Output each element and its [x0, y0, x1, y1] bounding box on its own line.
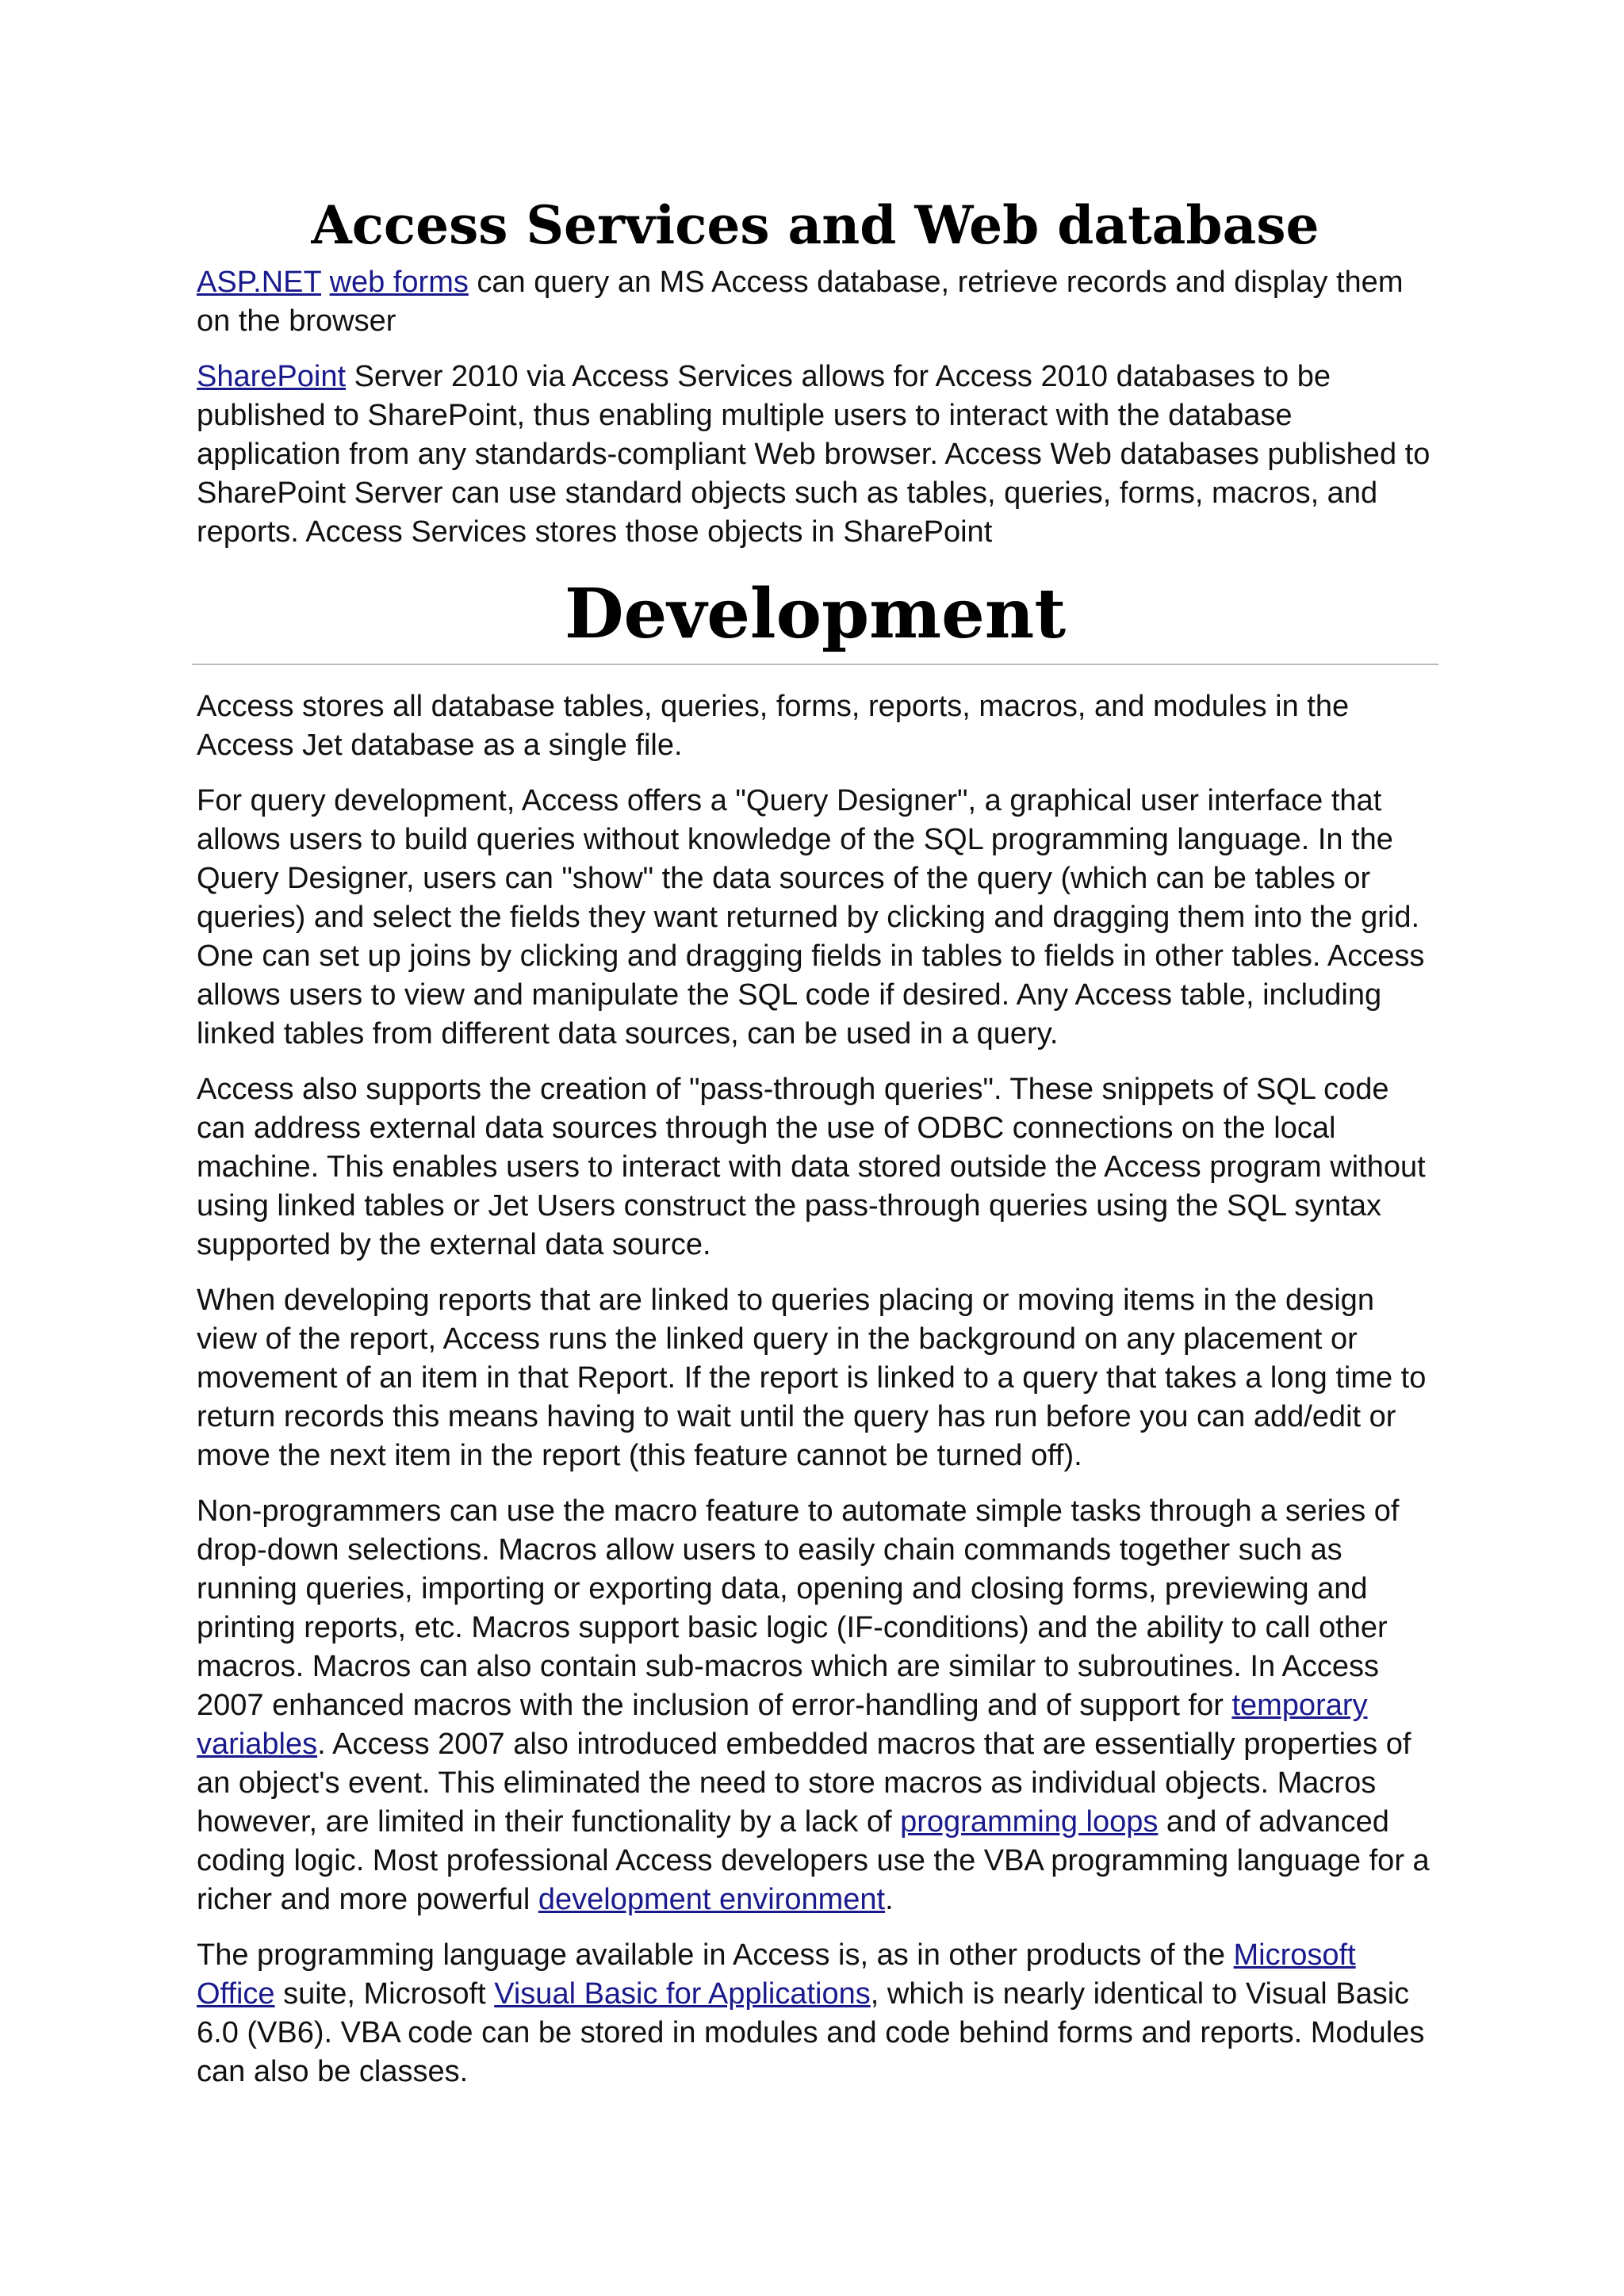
dev-paragraph-5: [197, 1492, 1434, 1919]
programming-loops-link[interactable]: programming loops: [900, 1805, 1159, 1839]
intro-p2-text: Server 2010 via Access Services allows for Access 2010 databases to be published to SharePoint, thus enabling multiple users to interact with the database application from any standards-compliant Web browser. Access Web databases published to SharePoint Server can use standard objects such as tables, queries, forms, macros, and reports. Access Services stores those objects in SharePoint: [197, 360, 1431, 549]
temporary-variables-link[interactable]: temporary variables: [197, 1689, 1368, 1761]
vba-link[interactable]: Visual Basic for Applications: [494, 1977, 871, 2011]
dev-p6-text3: , which is nearly identical to Visual Basic 6.0 (VB6). VBA code can be stored in modules and code behind forms and reports. Modules can also be classes.: [197, 1977, 1425, 2088]
dev-paragraph-6: [197, 1936, 1434, 2091]
dev-p5-text2: . Access 2007 also introduced embedded macros that are essentially properties of an object's event. This eliminated the need to store macros as individual objects. Macros however, are limited in their functionality by a lack of: [197, 1728, 1411, 1839]
dev-paragraph-4: When developing reports that are linked to queries placing or moving items in the design view of the report, Access runs the linked query in the background on any placement or movement of an item in that Report. If the report is linked to a query that takes a long time to return records this means having to wait until the query has run before you can add/edit or move the next item in the report (this feature cannot be turned off).: [197, 1284, 1427, 1472]
web-forms-link[interactable]: web forms: [329, 266, 469, 299]
dev-p6-text1: The programming language available in Access is, as in other products of the: [197, 1938, 1234, 1972]
page-title: Access Services and Web database: [311, 194, 1320, 256]
dev-paragraph-2: For query development, Access offers a "Query Designer", a graphical user interface that allows users to build queries without knowledge of the SQL programming language. In the Query Designer, users can "show" the data sources of the query (which can be tables or queries) and select the fields they want returned by clicking and dragging them into the grid. One can set up joins by clicking and dragging fields in tables to fields in other tables. Access allows users to view and manipulate the SQL code if desired. Any Access table, including linked tables from different data sources, can be used in a query.: [197, 784, 1425, 1050]
document-page: [197, 187, 1434, 2108]
development-environment-link[interactable]: development environment: [538, 1883, 886, 1916]
dev-paragraph-1: Access stores all database tables, queries, forms, reports, macros, and modules in the Access Jet database as a single file.: [197, 690, 1350, 762]
dev-p5-text4: .: [885, 1883, 894, 1916]
intro-paragraph-2: [197, 358, 1434, 552]
section-heading-development: Development: [564, 574, 1067, 654]
dev-paragraph-3: Access also supports the creation of "pass-through queries". These snippets of SQL code can address external data sources through the use of ODBC connections on the local machine. This enables users to interact with data stored outside the Access program without using linked tables or Jet Users construct the pass-through queries using the SQL syntax supported by the external data source.: [197, 1073, 1426, 1261]
microsoft-office-link[interactable]: Microsoft Office: [197, 1938, 1356, 2011]
sharepoint-link[interactable]: SharePoint: [197, 360, 347, 393]
intro-p1-sep: [321, 266, 330, 299]
section-divider: [192, 664, 1438, 665]
dev-p5-text3: and of advanced coding logic. Most professional Access developers use the VBA programming language for a richer and more powerful: [197, 1805, 1430, 1916]
aspnet-link[interactable]: ASP.NET: [197, 266, 322, 299]
dev-p5-text1: Non-programmers can use the macro feature to automate simple tasks through a series of drop-down selections. Macros allow users to easily chain commands together such as running queries, importing or exporting data, opening and closing forms, previewing and printing reports, etc. Macros support basic logic (IF-conditions) and the ability to call other macros. Macros can also contain sub-macros which are similar to subroutines. In Access 2007 enhanced macros with the inclusion of error-handling and of support for: [197, 1494, 1400, 1722]
intro-p1-text: can query an MS Access database, retrieve records and display them on the browser: [197, 266, 1404, 338]
intro-paragraph-1: [197, 263, 1434, 341]
dev-p6-text2: suite, Microsoft: [274, 1977, 495, 2011]
